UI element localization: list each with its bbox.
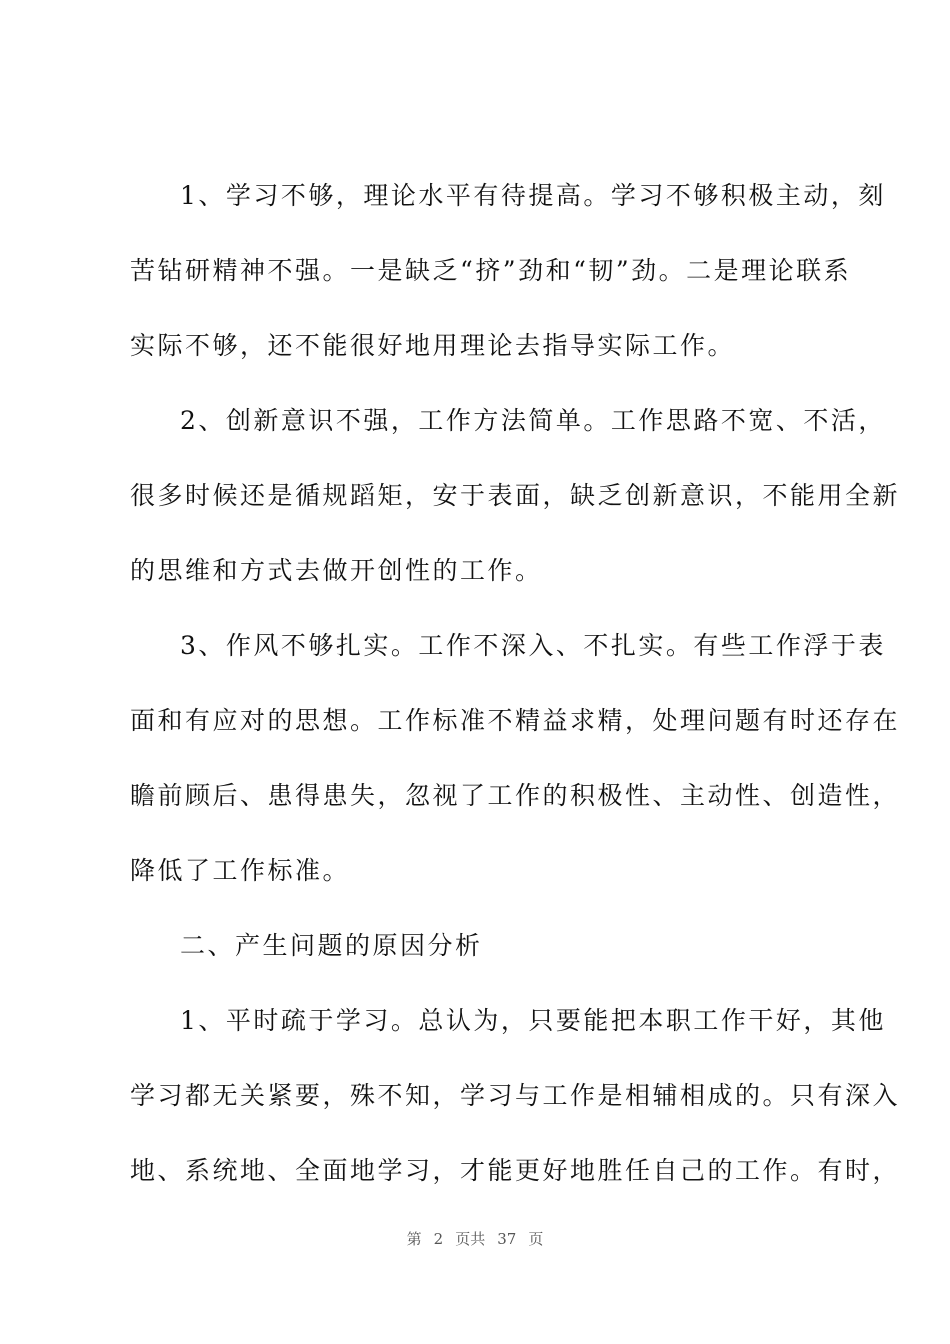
footer-middle: 页共 [455,1230,486,1248]
paragraph-line: 1、学习不够，理论水平有待提高。学习不够积极主动，刻 [180,181,886,210]
paragraph-line: 瞻前顾后、患得患失，忽视了工作的积极性、主动性、创造性， [130,781,901,810]
paragraph-line: 降低了工作标准。 [130,856,351,885]
footer-current-page: 2 [433,1230,444,1248]
paragraph-line: 实际不够，还不能很好地用理论去指导实际工作。 [130,331,736,360]
footer-prefix: 第 [406,1230,422,1248]
footer-total-pages: 37 [497,1230,517,1248]
paragraph-line: 地、系统地、全面地学习，才能更好地胜任自己的工作。有时， [130,1156,901,1185]
footer-suffix: 页 [528,1230,544,1248]
paragraph-line: 很多时候还是循规蹈矩，安于表面，缺乏创新意识，不能用全新 [130,481,901,510]
paragraph-line: 面和有应对的思想。工作标准不精益求精，处理问题有时还存在 [130,706,901,735]
paragraph-line: 学习都无关紧要，殊不知，学习与工作是相辅相成的。只有深入 [130,1081,901,1110]
paragraph-line: 苦钻研精神不强。一是缺乏“挤”劲和“韧”劲。二是理论联系 [130,256,852,285]
paragraph-line: 2、创新意识不强，工作方法简单。工作思路不宽、不活， [180,406,886,435]
paragraph-line: 3、作风不够扎实。工作不深入、不扎实。有些工作浮于表 [180,631,886,660]
paragraph-line: 的思维和方式去做开创性的工作。 [130,556,543,585]
paragraph-line: 1、平时疏于学习。总认为，只要能把本职工作干好，其他 [180,1006,886,1035]
page-footer [0,1228,950,1249]
section-heading: 二、产生问题的原因分析 [180,931,483,960]
